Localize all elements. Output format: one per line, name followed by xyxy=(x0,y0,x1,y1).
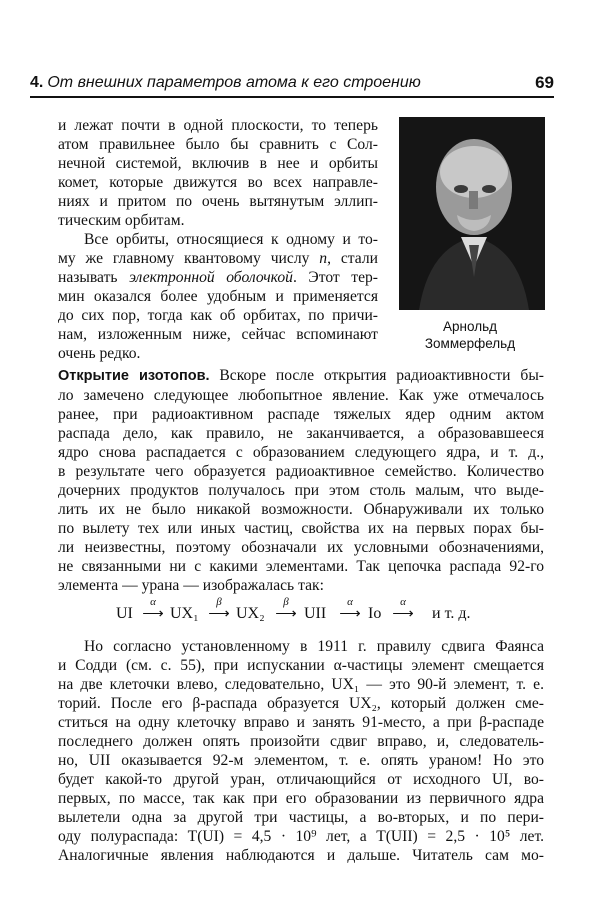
text-line: очень редко. xyxy=(58,345,141,362)
text-line: и Содди (см. с. 55), при испускании α-частицы элемент смещается xyxy=(58,657,544,674)
text-line: мин оказался более удобным и применяется xyxy=(58,288,378,305)
portrait-photo xyxy=(399,117,545,310)
chapter-title xyxy=(30,74,421,92)
text-line: до сих пор, тогда как об орбитах, по причи- xyxy=(58,307,378,324)
text-line: торий. После его β-распада образуется UX₂, который должен сме- xyxy=(58,695,544,712)
text-line: ли неизвестны, поэтому обозначали их условными обозначениями, xyxy=(58,539,544,556)
text-line: оду полураспада: T(UI) = 4,5 · 10⁹ лет, а T(UII) = 2,5 · 10⁵ лет. xyxy=(58,828,544,845)
term-italic: электронной оболочкой xyxy=(129,269,293,286)
text-line: на две клеточки влево, следовательно, UX₁ — это 90-й элемент, т. е. xyxy=(58,676,544,693)
text-line: последнего должен опять произойти сдвиг вправо, и, следователь- xyxy=(58,733,544,750)
figure-caption xyxy=(380,318,560,352)
caption-line: Арнольд xyxy=(443,319,497,334)
column-text xyxy=(58,116,378,363)
chapter-number: 4. xyxy=(30,74,44,91)
text-line: тическим орбитам. xyxy=(58,212,185,229)
text-line: ранее, при радиоактивном распаде тяжелых ядер одним актом xyxy=(58,406,544,423)
text-line: первых, по массе, так как при его образовании из первичного ядра xyxy=(58,790,544,807)
section-runin: Открытие изотопов. xyxy=(58,368,210,384)
decay-arrow: α ⟶ xyxy=(142,596,164,622)
chapter-title-text: От внешних параметров атома к его строению xyxy=(47,74,421,91)
decay-arrow: β ⟶ xyxy=(208,596,230,622)
text-line: атом правильнее было бы сравнить с Сол- xyxy=(58,136,378,153)
nuclide: UX₁ xyxy=(170,605,199,622)
text-line: ниях и притом по очень вытянутым эллип- xyxy=(58,193,378,210)
text-line: распада дело, как правило, не заканчивается, а образовавшееся xyxy=(58,425,544,442)
running-header xyxy=(30,70,554,98)
text-line: вылетели одна за другой три частицы, а во-вторых, и по пери- xyxy=(58,809,544,826)
text-line: ститься на одну клеточку вправо и занять 91-место, а при β-распаде xyxy=(58,714,544,731)
paragraph xyxy=(58,637,544,865)
text-line: Но согласно установленному в 1911 г. правилу сдвига Фаянса xyxy=(84,638,544,655)
paragraph xyxy=(58,366,544,595)
text-line: лить их не было никакой возможности. Обнаруживали их только xyxy=(58,501,544,518)
text-line: му же главному квантовому числу n, стали xyxy=(58,250,378,267)
text-line: нечной системой, включив в нее и орбиты xyxy=(58,155,378,172)
text-line: элемента — урана — изображалась так: xyxy=(58,577,324,594)
text-line: но, UII оказывается 92-м элементом, т. е. опять ураном! Но это xyxy=(58,752,544,769)
text-line: ядро снова распадается с образованием следующего ядра, и т. д., xyxy=(58,444,544,461)
caption-line: Зоммерфельд xyxy=(424,336,516,351)
text-line: и лежат почти в одной плоскости, то теперь xyxy=(58,117,378,134)
decay-arrow: α ⟶ xyxy=(392,596,414,622)
text-line: называть электронной оболочкой. Этот тер- xyxy=(58,269,378,286)
text-line: будет какой-то другой уран, отличающийся от исходного UI, во- xyxy=(58,771,544,788)
text-line: нам, изложенным ниже, сейчас вспоминают xyxy=(58,326,378,343)
text-line: не связанными ни с какими элементами. Так цепочка распада 92-го xyxy=(58,558,544,575)
nuclide: UI xyxy=(116,605,133,622)
text-line: Аналогичные явления наблюдаются и дальше. Читатель сам мо- xyxy=(58,847,544,864)
text-line: по вылету тех или иных частиц, свойства их на первых порах бы- xyxy=(58,520,544,537)
text-line: Все орбиты, относящиеся к одному и то- xyxy=(84,231,378,248)
portrait-illustration xyxy=(399,117,545,310)
text-line: Открытие изотопов. Вскоре после открытия радиоактивности бы- xyxy=(58,367,544,384)
text-line: ло замечено следующее любопытное явление. Как уже отмечалось xyxy=(58,387,544,404)
decay-chain-formula xyxy=(116,597,516,627)
nuclide: Io xyxy=(368,605,382,622)
etc-text: и т. д. xyxy=(432,605,471,622)
decay-arrow: α ⟶ xyxy=(339,596,361,622)
nuclide: UX₂ xyxy=(236,605,265,622)
nuclide: UII xyxy=(304,605,327,622)
text-line: дочерних продуктов получалось при этом столь малым, что выде- xyxy=(58,482,544,499)
text-line: в результате чего образуется радиоактивное семейство. Количество xyxy=(58,463,544,480)
decay-arrow: β ⟶ xyxy=(275,596,297,622)
text-line: комет, которые движутся во всех направле- xyxy=(58,174,378,191)
page-number: 69 xyxy=(535,73,554,92)
